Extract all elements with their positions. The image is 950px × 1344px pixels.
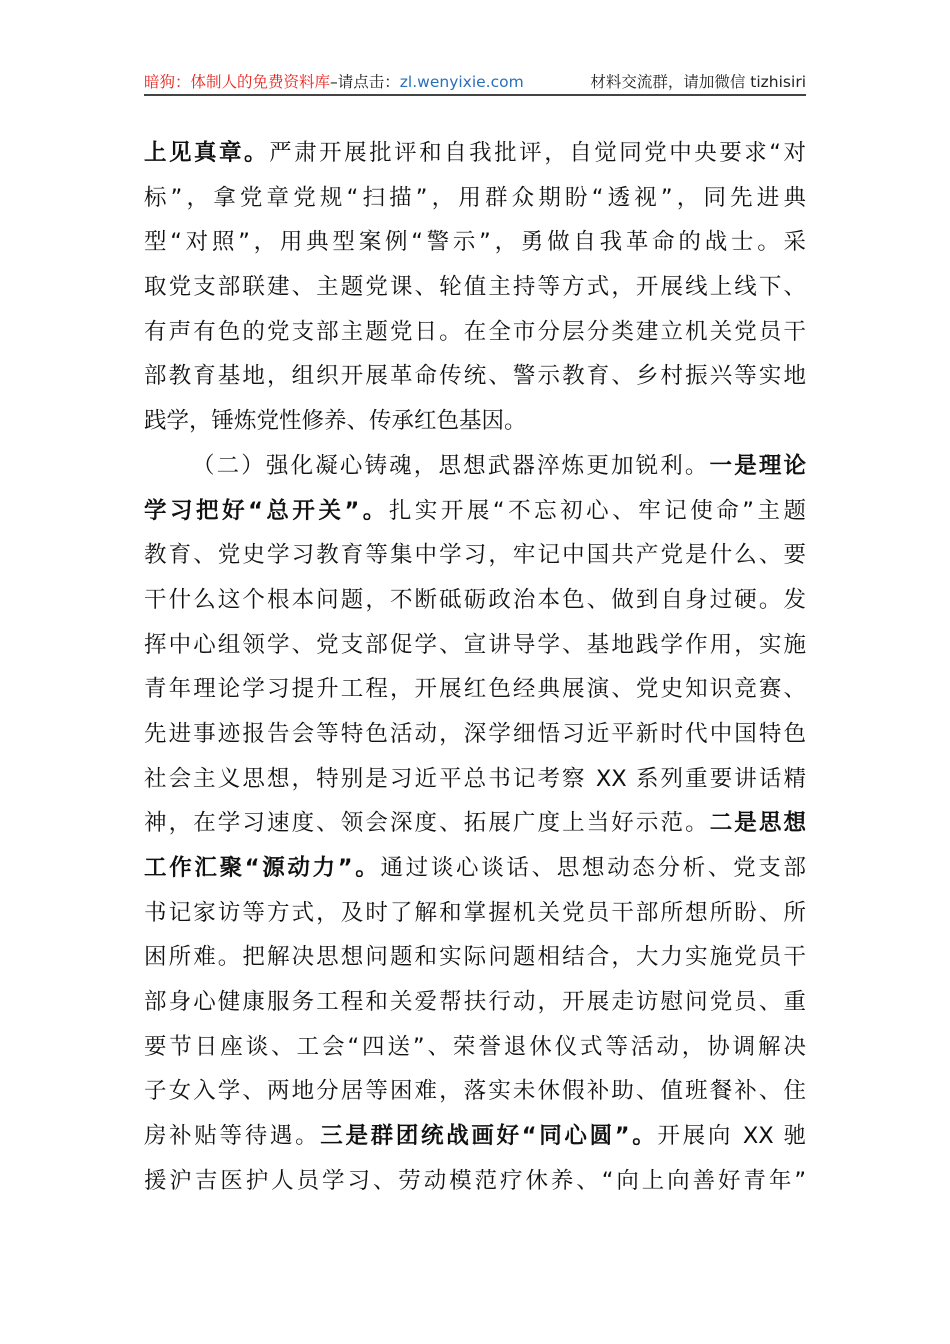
- text-segment: 型“对照”，用典型案例“警示”，勇做自我革命的战士。采: [144, 229, 806, 256]
- text-line: [144, 1025, 806, 1070]
- bold-text: 二是思想: [709, 810, 806, 837]
- text-line: [144, 310, 806, 355]
- text-segment: 挥中心组领学、党支部促学、宣讲导学、基地践学作用，实施: [144, 631, 806, 658]
- click-prompt: –请点击：: [330, 73, 400, 91]
- text-line: [144, 1159, 806, 1204]
- text-line: [144, 712, 806, 757]
- bold-text: 学习把好“总开关”。: [144, 497, 389, 524]
- text-line: [144, 489, 806, 534]
- text-segment: 教育、党史学习教育等集中学习，牢记中国共产党是什么、要: [144, 542, 806, 569]
- text-segment: 子女入学、两地分居等困难，落实未休假补助、值班餐补、住: [144, 1078, 806, 1105]
- text-segment: 社会主义思想，特别是习近平总书记考察 XX 系列重要讲话精: [144, 765, 806, 792]
- text-line: [144, 176, 806, 221]
- text-segment: 严肃开展批评和自我批评，自觉同党中央要求“对: [269, 140, 806, 166]
- text-segment: 青年理论学习提升工程，开展红色经典展演、党史知识竞赛、: [144, 676, 806, 703]
- bold-text: 一是理论: [709, 452, 806, 479]
- text-line: [144, 444, 806, 489]
- text-segment: 扎实开展“不忘初心、牢记使命”主题: [388, 497, 806, 524]
- text-line: [144, 935, 806, 980]
- text-line: [144, 667, 806, 712]
- site-link[interactable]: zl.wenyixie.com: [399, 73, 524, 91]
- text-line: [144, 757, 806, 802]
- text-segment: 干什么这个根本问题，不断砥砺政治本色、做到自身过硬。发: [144, 586, 806, 613]
- text-segment: 标”，拿党章党规“扫描”，用群众期盼“透视”，同先进典: [144, 184, 806, 211]
- text-line: [144, 131, 806, 176]
- text-line: [144, 399, 806, 444]
- page-header: [144, 68, 806, 94]
- text-segment: 部身心健康服务工程和关爱帮扶行动，开展走访慰问党员、重: [144, 989, 806, 1016]
- group-note: 材料交流群，请加微信 tizhisiri: [590, 73, 806, 91]
- text-segment: 部教育基地，组织开展革命传统、警示教育、乡村振兴等实地: [144, 363, 806, 390]
- text-line: [144, 354, 806, 399]
- text-segment: 有声有色的党支部主题党日。在全市分层分类建立机关党员干: [144, 318, 806, 345]
- text-segment: 要节日座谈、工会“四送”、荣誉退休仪式等活动，协调解决: [144, 1033, 806, 1060]
- text-line: [144, 846, 806, 891]
- text-line: [144, 801, 806, 846]
- text-segment: 书记家访等方式，及时了解和掌握机关党员干部所想所盼、所: [144, 899, 806, 926]
- site-name: 暗狗：体制人的免费资料库: [144, 73, 331, 91]
- text-line: [144, 578, 806, 623]
- text-line: [144, 1069, 806, 1114]
- header-left: [144, 70, 524, 92]
- text-segment: 援沪吉医护人员学习、劳动模范疗休养、“向上向善好青年”: [144, 1167, 806, 1194]
- text-line: [144, 265, 806, 310]
- text-segment: 先进事迹报告会等特色活动，深学细悟习近平新时代中国特色: [144, 720, 806, 747]
- text-line: [144, 220, 806, 265]
- text-segment: 通过谈心谈话、思想动态分析、党支部: [380, 855, 806, 881]
- bold-text: 上见真章。: [144, 140, 270, 166]
- text-line: [144, 1114, 806, 1159]
- text-segment: 困所难。把解决思想问题和实际问题相结合，大力实施党员干: [144, 944, 806, 971]
- text-line: [144, 623, 806, 668]
- document-body: [144, 131, 806, 1204]
- text-line: [144, 891, 806, 936]
- text-line: [144, 533, 806, 578]
- text-segment: 房补贴等待遇。: [144, 1123, 321, 1150]
- text-segment: 开展向 XX 驰: [657, 1123, 806, 1150]
- text-line: [144, 980, 806, 1025]
- text-segment: （二）强化凝心铸魂，思想武器淬炼更加锐利。: [192, 452, 710, 479]
- bold-text: 工作汇聚“源动力”。: [144, 855, 381, 881]
- text-segment: 取党支部联建、主题党课、轮值主持等方式，开展线上线下、: [144, 274, 806, 301]
- bold-text: 三是群团统战画好“同心圆”。: [320, 1123, 658, 1150]
- header-divider: [144, 94, 806, 96]
- text-segment: 神，在学习速度、领会深度、拓展广度上当好示范。: [144, 810, 710, 837]
- text-segment: 践学，锤炼党性修养、传承红色基因。: [144, 408, 527, 435]
